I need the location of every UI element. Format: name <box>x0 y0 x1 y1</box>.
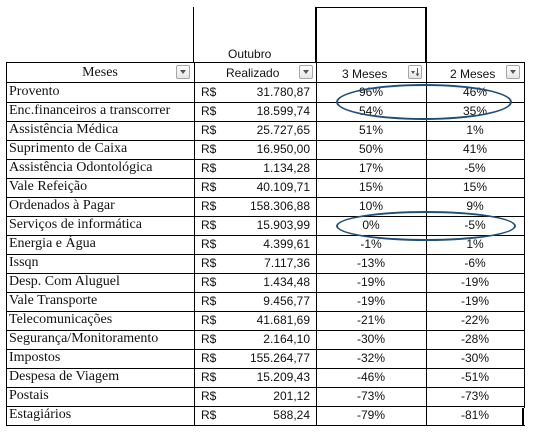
dropdown-arrow-icon <box>177 66 189 78</box>
pct-2-meses: -81% <box>460 408 489 422</box>
realizado-value: 201,12 <box>273 389 310 403</box>
currency-symbol: R$ <box>201 294 217 308</box>
column-header-3-meses: 3 Meses <box>342 67 388 81</box>
pct-2-meses: -51% <box>460 370 489 384</box>
pct-3-meses: -79% <box>356 408 385 422</box>
pct-2-meses: -73% <box>460 389 489 403</box>
row-label: Vale Transporte <box>9 293 98 308</box>
pct-3-meses: -13% <box>356 256 385 270</box>
pct-3-meses: -19% <box>356 294 385 308</box>
realizado-value: 18.599,74 <box>256 104 310 118</box>
realizado-value: 31.780,87 <box>256 85 310 99</box>
grid-line <box>6 254 525 255</box>
row-label: Desp. Com Aluguel <box>9 274 120 289</box>
grid-line <box>6 82 525 83</box>
currency-symbol: R$ <box>201 237 217 251</box>
grid-line <box>193 7 194 62</box>
row-label: Estagiários <box>9 407 72 422</box>
pct-2-meses: -5% <box>464 218 486 232</box>
grid-line <box>315 7 317 62</box>
row-label: Vale Refeição <box>9 179 88 194</box>
pct-3-meses: 50% <box>358 142 384 156</box>
pct-2-meses: 46% <box>462 85 488 99</box>
pct-2-meses: -28% <box>460 332 489 346</box>
row-label: Assistência Médica <box>9 122 119 137</box>
realizado-value: 40.109,71 <box>256 180 310 194</box>
row-label: Segurança/Monitoramento <box>9 331 159 346</box>
realizado-value: 588,24 <box>273 408 310 422</box>
pct-2-meses: 1% <box>466 123 484 137</box>
highlight-ellipse-top <box>336 84 512 120</box>
filter-button-3-meses[interactable] <box>408 65 422 79</box>
currency-symbol: R$ <box>201 389 217 403</box>
realizado-value: 41.681,69 <box>256 313 310 327</box>
sort-descending-filter-icon <box>409 66 421 78</box>
column-header-realizado: Realizado <box>226 66 280 80</box>
pct-3-meses: 15% <box>358 180 384 194</box>
column-header-2-meses: 2 Meses <box>450 67 496 81</box>
currency-symbol: R$ <box>201 142 217 156</box>
grid-line <box>6 425 525 426</box>
pct-2-meses: 35% <box>462 104 488 118</box>
grid-line <box>194 62 195 426</box>
realizado-value: 155.264,77 <box>249 351 310 365</box>
realizado-value: 15.903,99 <box>256 218 310 232</box>
filter-button-realizado[interactable] <box>299 65 313 79</box>
grid-line <box>6 349 525 350</box>
row-label: Energia e Água <box>9 236 96 251</box>
realizado-value: 158.306,88 <box>249 199 310 213</box>
pct-3-meses: -19% <box>356 275 385 289</box>
realizado-value: 1.434,48 <box>263 275 310 289</box>
row-label: Postais <box>9 388 49 403</box>
pct-2-meses: -19% <box>460 294 489 308</box>
realizado-value: 1.134,28 <box>263 161 310 175</box>
row-label: Issqn <box>9 255 39 270</box>
highlight-ellipse-informatica <box>336 211 516 241</box>
pct-2-meses: 9% <box>466 199 484 213</box>
pct-2-meses: -6% <box>464 256 486 270</box>
pct-2-meses: 15% <box>462 180 488 194</box>
currency-symbol: R$ <box>201 161 217 175</box>
row-label: Telecomunicações <box>9 312 113 327</box>
currency-symbol: R$ <box>201 218 217 232</box>
realizado-value: 16.950,00 <box>256 142 310 156</box>
pct-3-meses: -1% <box>360 237 382 251</box>
pct-3-meses: 10% <box>358 199 384 213</box>
pct-3-meses: 54% <box>358 104 384 118</box>
pct-2-meses: -30% <box>460 351 489 365</box>
currency-symbol: R$ <box>201 123 217 137</box>
grid-line <box>6 62 525 63</box>
pct-2-meses: 1% <box>466 237 484 251</box>
pct-3-meses: -30% <box>356 332 385 346</box>
row-label: Enc.financeiros a transcorrer <box>9 103 171 118</box>
row-label: Serviços de informática <box>9 217 142 232</box>
realizado-value: 7.117,36 <box>264 256 310 270</box>
row-label: Despesa de Viagem <box>9 369 120 384</box>
currency-symbol: R$ <box>201 275 217 289</box>
pct-3-meses: -46% <box>356 370 385 384</box>
realizado-value: 15.209,43 <box>256 370 310 384</box>
row-label: Suprimento de Caixa <box>9 141 128 156</box>
grid-line <box>425 7 427 62</box>
currency-symbol: R$ <box>201 313 217 327</box>
currency-symbol: R$ <box>201 199 217 213</box>
column-header-meses: Meses <box>82 65 118 80</box>
currency-symbol: R$ <box>201 256 217 270</box>
pct-2-meses: 41% <box>462 142 488 156</box>
dropdown-arrow-icon <box>300 66 312 78</box>
pct-3-meses: -32% <box>356 351 385 365</box>
row-label: Impostos <box>9 350 61 365</box>
currency-symbol: R$ <box>201 180 217 194</box>
pct-2-meses: -5% <box>464 161 486 175</box>
pct-3-meses: -21% <box>356 313 385 327</box>
pct-3-meses: -73% <box>356 389 385 403</box>
pct-3-meses: 51% <box>358 123 384 137</box>
row-label: Assistência Odontológica <box>9 160 153 175</box>
filter-button-2-meses[interactable] <box>506 65 520 79</box>
pct-3-meses: 0% <box>362 218 380 232</box>
row-label: Ordenados à Pagar <box>9 198 115 213</box>
currency-symbol: R$ <box>201 370 217 384</box>
currency-symbol: R$ <box>201 85 217 99</box>
currency-symbol: R$ <box>201 408 217 422</box>
realizado-value: 2.164,10 <box>263 332 310 346</box>
pct-3-meses: 96% <box>358 85 384 99</box>
pct-2-meses: -19% <box>460 275 489 289</box>
grid-line <box>316 7 426 8</box>
grid-line <box>6 62 7 426</box>
dropdown-arrow-icon <box>507 66 519 78</box>
filter-button-meses[interactable] <box>176 65 190 79</box>
grid-line <box>6 406 525 407</box>
realizado-value: 9.456,77 <box>263 294 310 308</box>
currency-symbol: R$ <box>201 351 217 365</box>
realizado-value: 25.727,65 <box>256 123 310 137</box>
month-header: Outubro <box>228 47 272 61</box>
realizado-value: 4.399,61 <box>263 237 310 251</box>
row-label: Provento <box>9 84 60 99</box>
pct-3-meses: 17% <box>358 161 384 175</box>
currency-symbol: R$ <box>201 332 217 346</box>
pct-2-meses: -22% <box>460 313 489 327</box>
grid-line <box>6 387 525 388</box>
currency-symbol: R$ <box>201 104 217 118</box>
